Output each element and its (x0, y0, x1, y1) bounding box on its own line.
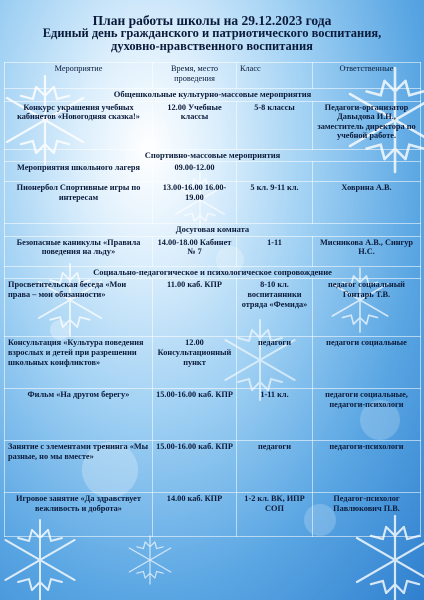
table-header-row (5, 63, 421, 89)
column-header-responsible: Ответственные (313, 63, 421, 89)
class-cell: 5-8 классы (237, 101, 313, 149)
event-cell: Фильм «На другом берегу» (5, 389, 153, 441)
table-row (5, 279, 421, 337)
column-header-time: Время, место проведения (153, 63, 237, 89)
class-cell: педагоги (237, 441, 313, 493)
time-cell: 15.00-16.00 каб. КПР (153, 441, 237, 493)
section-title: Общешкольные культурно-массовые мероприятия (5, 89, 421, 102)
time-cell: 12.00 Консультационный пункт (153, 337, 237, 389)
page-header (0, 0, 424, 53)
time-cell: 13.00-16.00 16.00-19.00 (153, 182, 237, 224)
table-row (5, 236, 421, 266)
event-cell: Консультация «Культура поведения взрослых и детей при разрешении школьных конфликтов» (5, 337, 153, 389)
responsible-cell (313, 162, 421, 182)
event-cell: Просветительская беседа «Мои права – мои обязанности» (5, 279, 153, 337)
class-cell: 1-11 кл. (237, 389, 313, 441)
responsible-cell: педагоги социальные, педагоги-психологи (313, 389, 421, 441)
column-header-event: Мероприятие (5, 63, 153, 89)
table-row (5, 493, 421, 537)
section-row (5, 89, 421, 102)
page-subtitle-line-1: Единый день гражданского и патриотического воспитания, (42, 26, 382, 40)
section-row (5, 224, 421, 237)
page-title: План работы школы на 29.12.2023 года (92, 13, 332, 28)
section-title: Досуговая комната (5, 224, 421, 237)
class-cell: 1-11 (237, 236, 313, 266)
time-cell: 14.00-18.00 Кабинет № 7 (153, 236, 237, 266)
table-row (5, 337, 421, 389)
time-cell: 09.00-12.00 (153, 162, 237, 182)
event-cell: Мероприятия школьного лагеря (5, 162, 153, 182)
section-title: Спортивно-массовые мероприятия (5, 149, 421, 162)
class-cell: 5 кл. 9-11 кл. (237, 182, 313, 224)
section-title: Социально-педагогическое и психологическое сопровождение (5, 266, 421, 279)
column-header-class: Класс (237, 63, 313, 89)
table-row (5, 182, 421, 224)
class-cell: педагоги (237, 337, 313, 389)
time-cell: 12.00 Учебные классы (153, 101, 237, 149)
responsible-cell: педагоги-психологи (313, 441, 421, 493)
responsible-cell: педагоги социальные (313, 337, 421, 389)
class-cell: 8-10 кл. воспитанники отряда «Фемида» (237, 279, 313, 337)
section-row (5, 149, 421, 162)
class-cell (237, 162, 313, 182)
table-row (5, 162, 421, 182)
section-row (5, 266, 421, 279)
event-cell: Пионербол Спортивные игры по интересам (5, 182, 153, 224)
responsible-cell: Педагоги-организатор Давыдова И.Н., заместитель директора по учебной работе. (313, 101, 421, 149)
event-cell: Игровое занятие «Да здравствует вежливость и доброта» (5, 493, 153, 537)
event-cell: Безопасные каникулы «Правила поведения на льду» (5, 236, 153, 266)
responsible-cell: Мисникова А.В., Сингур Н.С. (313, 236, 421, 266)
responsible-cell: педагог социальный Гонтарь Т.В. (313, 279, 421, 337)
table-row (5, 389, 421, 441)
event-cell: Конкурс украшения учебных кабинетов «Новогодняя сказка!» (5, 101, 153, 149)
time-cell: 14.00 каб. КПР (153, 493, 237, 537)
responsible-cell: Ховрина А.В. (313, 182, 421, 224)
class-cell: 1-2 кл. ВК, ИПР СОП (237, 493, 313, 537)
schedule-table (4, 62, 421, 537)
table-row (5, 441, 421, 493)
event-cell: Занятие с элементами тренинга «Мы разные, но мы вместе» (5, 441, 153, 493)
time-cell: 11.00 каб. КПР (153, 279, 237, 337)
table-row (5, 101, 421, 149)
time-cell: 15.00-16.00 каб. КПР (153, 389, 237, 441)
page-subtitle-line-2: духовно-нравственного воспитания (111, 39, 313, 53)
responsible-cell: Педагог-психолог Павлюкович П.В. (313, 493, 421, 537)
